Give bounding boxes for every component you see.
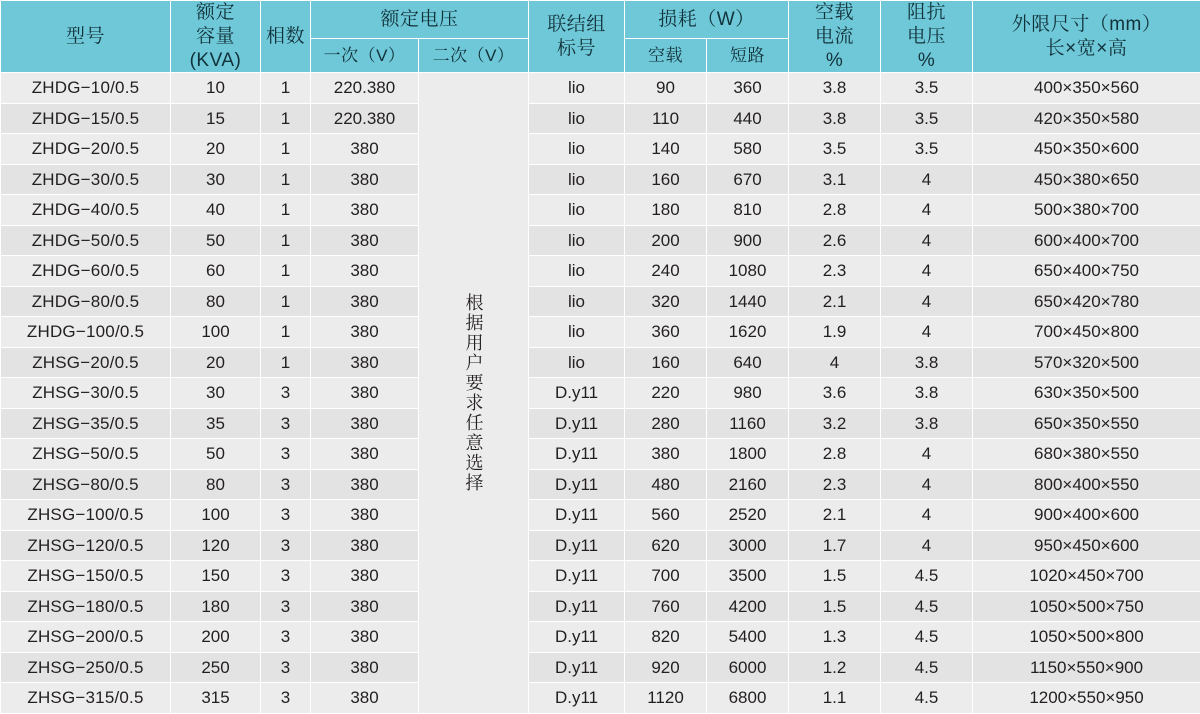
cell-short-circuit-loss: 4200 <box>707 591 789 622</box>
cell-connection-group: D.y11 <box>529 622 625 653</box>
cell-phases: 3 <box>261 652 311 683</box>
cell-phases: 3 <box>261 408 311 439</box>
cell-model: ZHDG−20/0.5 <box>1 134 171 165</box>
cell-rated-capacity: 80 <box>171 469 261 500</box>
cell-model: ZHSG−120/0.5 <box>1 530 171 561</box>
cell-phases: 3 <box>261 683 311 714</box>
cell-no-load-current: 1.5 <box>789 591 881 622</box>
cell-primary-voltage: 380 <box>311 561 419 592</box>
table-row <box>1 347 1200 378</box>
cell-phases: 3 <box>261 530 311 561</box>
cell-short-circuit-loss: 3000 <box>707 530 789 561</box>
cell-model: ZHSG−20/0.5 <box>1 347 171 378</box>
cell-short-circuit-loss: 1440 <box>707 286 789 317</box>
table-row <box>1 317 1200 348</box>
cell-no-load-current: 1.3 <box>789 622 881 653</box>
cell-model: ZHSG−150/0.5 <box>1 561 171 592</box>
cell-rated-capacity: 80 <box>171 286 261 317</box>
cell-short-circuit-loss: 1080 <box>707 256 789 287</box>
cell-model: ZHDG−60/0.5 <box>1 256 171 287</box>
cell-short-circuit-loss: 440 <box>707 103 789 134</box>
cell-short-circuit-loss: 6000 <box>707 652 789 683</box>
cell-impedance-voltage: 4.5 <box>881 683 973 714</box>
cell-phases: 1 <box>261 347 311 378</box>
cell-rated-capacity: 20 <box>171 134 261 165</box>
cell-no-load-loss: 140 <box>625 134 707 165</box>
cell-no-load-loss: 280 <box>625 408 707 439</box>
cell-phases: 3 <box>261 469 311 500</box>
cell-rated-capacity: 15 <box>171 103 261 134</box>
table-row <box>1 164 1200 195</box>
cell-no-load-current: 3.6 <box>789 378 881 409</box>
cell-dimensions: 800×400×550 <box>973 469 1200 500</box>
cell-connection-group: D.y11 <box>529 683 625 714</box>
table-row <box>1 256 1200 287</box>
cell-primary-voltage: 380 <box>311 439 419 470</box>
table-row <box>1 286 1200 317</box>
cell-dimensions: 400×350×560 <box>973 73 1200 104</box>
cell-impedance-voltage: 4 <box>881 256 973 287</box>
cell-impedance-voltage: 4 <box>881 500 973 531</box>
cell-connection-group: D.y11 <box>529 652 625 683</box>
cell-impedance-voltage: 4.5 <box>881 561 973 592</box>
cell-no-load-loss: 560 <box>625 500 707 531</box>
header-dimensions-line1: 外限尺寸（mm） <box>1012 13 1162 37</box>
cell-no-load-current: 3.8 <box>789 103 881 134</box>
cell-dimensions: 600×400×700 <box>973 225 1200 256</box>
header-no-load-current-line1: 空载 <box>815 1 854 25</box>
cell-primary-voltage: 380 <box>311 652 419 683</box>
header-connection-group-line1: 联结组 <box>547 13 606 37</box>
cell-primary-voltage: 380 <box>311 530 419 561</box>
cell-dimensions: 1150×550×900 <box>973 652 1200 683</box>
cell-phases: 1 <box>261 317 311 348</box>
cell-impedance-voltage: 4 <box>881 439 973 470</box>
cell-short-circuit-loss: 810 <box>707 195 789 226</box>
header-impedance-voltage-line3: % <box>918 49 935 73</box>
cell-no-load-current: 2.1 <box>789 500 881 531</box>
cell-primary-voltage: 380 <box>311 134 419 165</box>
cell-no-load-current: 3.5 <box>789 134 881 165</box>
cell-primary-voltage: 380 <box>311 500 419 531</box>
secondary-voltage-note-text: 根据用户要求任意选择 <box>460 73 486 713</box>
cell-rated-capacity: 120 <box>171 530 261 561</box>
header-no-load-current-line2: 电流 <box>815 25 854 49</box>
cell-no-load-loss: 90 <box>625 73 707 104</box>
cell-impedance-voltage: 3.5 <box>881 103 973 134</box>
cell-connection-group: lio <box>529 134 625 165</box>
cell-short-circuit-loss: 580 <box>707 134 789 165</box>
cell-no-load-loss: 360 <box>625 317 707 348</box>
cell-dimensions: 650×350×550 <box>973 408 1200 439</box>
cell-impedance-voltage: 3.5 <box>881 134 973 165</box>
cell-rated-capacity: 40 <box>171 195 261 226</box>
cell-no-load-current: 3.8 <box>789 73 881 104</box>
cell-primary-voltage: 220.380 <box>311 73 419 104</box>
cell-phases: 3 <box>261 439 311 470</box>
cell-impedance-voltage: 4 <box>881 164 973 195</box>
cell-no-load-current: 2.6 <box>789 225 881 256</box>
cell-primary-voltage: 380 <box>311 378 419 409</box>
cell-dimensions: 450×380×650 <box>973 164 1200 195</box>
cell-short-circuit-loss: 670 <box>707 164 789 195</box>
cell-primary-voltage: 220.380 <box>311 103 419 134</box>
header-impedance-voltage-line2: 电压 <box>907 25 946 49</box>
cell-phases: 1 <box>261 164 311 195</box>
cell-model: ZHDG−30/0.5 <box>1 164 171 195</box>
cell-rated-capacity: 20 <box>171 347 261 378</box>
cell-no-load-current: 4 <box>789 347 881 378</box>
cell-short-circuit-loss: 640 <box>707 347 789 378</box>
cell-no-load-loss: 920 <box>625 652 707 683</box>
cell-phases: 1 <box>261 73 311 104</box>
cell-dimensions: 1050×500×800 <box>973 622 1200 653</box>
cell-no-load-loss: 480 <box>625 469 707 500</box>
cell-primary-voltage: 380 <box>311 256 419 287</box>
cell-model: ZHDG−50/0.5 <box>1 225 171 256</box>
cell-connection-group: lio <box>529 256 625 287</box>
cell-primary-voltage: 380 <box>311 195 419 226</box>
table-row <box>1 500 1200 531</box>
cell-rated-capacity: 30 <box>171 164 261 195</box>
table-row <box>1 591 1200 622</box>
cell-primary-voltage: 380 <box>311 622 419 653</box>
cell-dimensions: 500×380×700 <box>973 195 1200 226</box>
cell-dimensions: 450×350×600 <box>973 134 1200 165</box>
cell-model: ZHDG−15/0.5 <box>1 103 171 134</box>
cell-model: ZHSG−80/0.5 <box>1 469 171 500</box>
header-row-top <box>1 1 1200 39</box>
header-rated-capacity-line1: 额定 <box>196 1 235 25</box>
table-row <box>1 134 1200 165</box>
cell-primary-voltage: 380 <box>311 347 419 378</box>
cell-dimensions: 680×380×550 <box>973 439 1200 470</box>
cell-short-circuit-loss: 980 <box>707 378 789 409</box>
cell-phases: 3 <box>261 561 311 592</box>
cell-connection-group: lio <box>529 317 625 348</box>
cell-model: ZHSG−35/0.5 <box>1 408 171 439</box>
table-row <box>1 652 1200 683</box>
cell-dimensions: 900×400×600 <box>973 500 1200 531</box>
cell-connection-group: D.y11 <box>529 439 625 470</box>
cell-no-load-current: 1.7 <box>789 530 881 561</box>
header-no-load-current-line3: % <box>826 49 843 73</box>
cell-no-load-current: 2.8 <box>789 439 881 470</box>
header-dimensions-line2: 长×宽×高 <box>1046 37 1128 61</box>
table-row <box>1 469 1200 500</box>
cell-short-circuit-loss: 2160 <box>707 469 789 500</box>
cell-phases: 3 <box>261 500 311 531</box>
cell-connection-group: lio <box>529 164 625 195</box>
header-no-load-loss: 空载 <box>625 39 707 73</box>
cell-model: ZHSG−30/0.5 <box>1 378 171 409</box>
cell-rated-capacity: 30 <box>171 378 261 409</box>
cell-no-load-current: 2.1 <box>789 286 881 317</box>
cell-model: ZHSG−200/0.5 <box>1 622 171 653</box>
header-phases: 相数 <box>261 1 311 73</box>
cell-no-load-loss: 700 <box>625 561 707 592</box>
cell-no-load-current: 3.1 <box>789 164 881 195</box>
cell-impedance-voltage: 4 <box>881 469 973 500</box>
cell-impedance-voltage: 4.5 <box>881 622 973 653</box>
header-secondary-voltage: 二次（V） <box>419 39 529 73</box>
header-impedance-voltage <box>881 1 973 73</box>
cell-short-circuit-loss: 1620 <box>707 317 789 348</box>
cell-phases: 1 <box>261 103 311 134</box>
table-row <box>1 103 1200 134</box>
cell-short-circuit-loss: 6800 <box>707 683 789 714</box>
cell-dimensions: 1050×500×750 <box>973 591 1200 622</box>
cell-rated-capacity: 50 <box>171 225 261 256</box>
cell-rated-capacity: 10 <box>171 73 261 104</box>
cell-connection-group: D.y11 <box>529 530 625 561</box>
cell-dimensions: 650×400×750 <box>973 256 1200 287</box>
header-connection-group-line2: 标号 <box>557 37 596 61</box>
cell-no-load-loss: 320 <box>625 286 707 317</box>
cell-dimensions: 570×320×500 <box>973 347 1200 378</box>
cell-secondary-voltage-note <box>419 73 529 714</box>
cell-no-load-current: 1.5 <box>789 561 881 592</box>
cell-short-circuit-loss: 2520 <box>707 500 789 531</box>
header-rated-capacity-line2: 容量 <box>196 25 235 49</box>
cell-no-load-loss: 240 <box>625 256 707 287</box>
header-rated-capacity-line3: (KVA) <box>190 49 242 73</box>
cell-connection-group: D.y11 <box>529 500 625 531</box>
cell-impedance-voltage: 4 <box>881 286 973 317</box>
cell-dimensions: 1020×450×700 <box>973 561 1200 592</box>
cell-model: ZHSG−50/0.5 <box>1 439 171 470</box>
cell-model: ZHDG−10/0.5 <box>1 73 171 104</box>
table-row <box>1 73 1200 104</box>
cell-rated-capacity: 50 <box>171 439 261 470</box>
cell-dimensions: 650×420×780 <box>973 286 1200 317</box>
cell-no-load-current: 3.2 <box>789 408 881 439</box>
cell-connection-group: D.y11 <box>529 561 625 592</box>
cell-rated-capacity: 200 <box>171 622 261 653</box>
cell-dimensions: 1200×550×950 <box>973 683 1200 714</box>
cell-connection-group: D.y11 <box>529 378 625 409</box>
table-row <box>1 225 1200 256</box>
cell-impedance-voltage: 3.8 <box>881 347 973 378</box>
cell-connection-group: lio <box>529 73 625 104</box>
header-dimensions <box>973 1 1200 73</box>
cell-connection-group: D.y11 <box>529 408 625 439</box>
cell-dimensions: 950×450×600 <box>973 530 1200 561</box>
cell-impedance-voltage: 4.5 <box>881 652 973 683</box>
cell-impedance-voltage: 4 <box>881 530 973 561</box>
cell-connection-group: lio <box>529 347 625 378</box>
cell-rated-capacity: 250 <box>171 652 261 683</box>
cell-no-load-loss: 620 <box>625 530 707 561</box>
cell-short-circuit-loss: 3500 <box>707 561 789 592</box>
cell-connection-group: lio <box>529 225 625 256</box>
cell-phases: 1 <box>261 134 311 165</box>
cell-no-load-current: 2.8 <box>789 195 881 226</box>
cell-short-circuit-loss: 900 <box>707 225 789 256</box>
cell-short-circuit-loss: 5400 <box>707 622 789 653</box>
cell-no-load-loss: 200 <box>625 225 707 256</box>
table-header <box>1 1 1200 73</box>
cell-primary-voltage: 380 <box>311 683 419 714</box>
cell-connection-group: D.y11 <box>529 591 625 622</box>
cell-model: ZHDG−80/0.5 <box>1 286 171 317</box>
cell-rated-capacity: 180 <box>171 591 261 622</box>
table-row <box>1 561 1200 592</box>
cell-phases: 1 <box>261 195 311 226</box>
cell-no-load-current: 1.9 <box>789 317 881 348</box>
cell-short-circuit-loss: 1800 <box>707 439 789 470</box>
cell-no-load-current: 1.1 <box>789 683 881 714</box>
table-row <box>1 683 1200 714</box>
cell-phases: 3 <box>261 622 311 653</box>
cell-no-load-loss: 110 <box>625 103 707 134</box>
cell-phases: 1 <box>261 286 311 317</box>
cell-rated-capacity: 100 <box>171 500 261 531</box>
cell-no-load-current: 2.3 <box>789 469 881 500</box>
cell-model: ZHSG−250/0.5 <box>1 652 171 683</box>
cell-impedance-voltage: 4 <box>881 317 973 348</box>
cell-no-load-loss: 160 <box>625 164 707 195</box>
cell-rated-capacity: 100 <box>171 317 261 348</box>
header-no-load-current <box>789 1 881 73</box>
header-rated-capacity <box>171 1 261 73</box>
cell-no-load-loss: 760 <box>625 591 707 622</box>
cell-connection-group: lio <box>529 286 625 317</box>
cell-short-circuit-loss: 1160 <box>707 408 789 439</box>
cell-rated-capacity: 150 <box>171 561 261 592</box>
cell-phases: 3 <box>261 378 311 409</box>
cell-no-load-loss: 180 <box>625 195 707 226</box>
cell-primary-voltage: 380 <box>311 225 419 256</box>
cell-dimensions: 630×350×500 <box>973 378 1200 409</box>
header-short-circuit-loss: 短路 <box>707 39 789 73</box>
cell-no-load-loss: 380 <box>625 439 707 470</box>
cell-primary-voltage: 380 <box>311 317 419 348</box>
table-row <box>1 195 1200 226</box>
cell-dimensions: 700×450×800 <box>973 317 1200 348</box>
cell-phases: 1 <box>261 225 311 256</box>
table-row <box>1 530 1200 561</box>
header-primary-voltage: 一次（V） <box>311 39 419 73</box>
header-loss: 损耗（W） <box>625 1 789 39</box>
cell-rated-capacity: 35 <box>171 408 261 439</box>
cell-connection-group: lio <box>529 195 625 226</box>
cell-phases: 3 <box>261 591 311 622</box>
cell-model: ZHSG−180/0.5 <box>1 591 171 622</box>
cell-impedance-voltage: 4.5 <box>881 591 973 622</box>
cell-model: ZHDG−40/0.5 <box>1 195 171 226</box>
cell-dimensions: 420×350×580 <box>973 103 1200 134</box>
table-row <box>1 622 1200 653</box>
cell-primary-voltage: 380 <box>311 591 419 622</box>
cell-short-circuit-loss: 360 <box>707 73 789 104</box>
cell-impedance-voltage: 4 <box>881 225 973 256</box>
cell-impedance-voltage: 3.5 <box>881 73 973 104</box>
table-body <box>1 73 1200 714</box>
cell-primary-voltage: 380 <box>311 164 419 195</box>
header-model: 型号 <box>1 1 171 73</box>
cell-connection-group: lio <box>529 103 625 134</box>
cell-no-load-loss: 1120 <box>625 683 707 714</box>
cell-primary-voltage: 380 <box>311 469 419 500</box>
cell-impedance-voltage: 4 <box>881 195 973 226</box>
header-rated-voltage: 额定电压 <box>311 1 529 39</box>
header-connection-group <box>529 1 625 73</box>
cell-no-load-loss: 820 <box>625 622 707 653</box>
cell-impedance-voltage: 3.8 <box>881 378 973 409</box>
cell-no-load-current: 1.2 <box>789 652 881 683</box>
cell-model: ZHSG−315/0.5 <box>1 683 171 714</box>
cell-connection-group: D.y11 <box>529 469 625 500</box>
header-impedance-voltage-line1: 阻抗 <box>907 1 946 25</box>
cell-no-load-loss: 160 <box>625 347 707 378</box>
table-row <box>1 378 1200 409</box>
cell-phases: 1 <box>261 256 311 287</box>
cell-model: ZHSG−100/0.5 <box>1 500 171 531</box>
cell-primary-voltage: 380 <box>311 286 419 317</box>
table-row <box>1 408 1200 439</box>
cell-impedance-voltage: 3.8 <box>881 408 973 439</box>
table-row <box>1 439 1200 470</box>
cell-model: ZHDG−100/0.5 <box>1 317 171 348</box>
cell-rated-capacity: 315 <box>171 683 261 714</box>
cell-no-load-loss: 220 <box>625 378 707 409</box>
cell-no-load-current: 2.3 <box>789 256 881 287</box>
cell-primary-voltage: 380 <box>311 408 419 439</box>
cell-rated-capacity: 60 <box>171 256 261 287</box>
